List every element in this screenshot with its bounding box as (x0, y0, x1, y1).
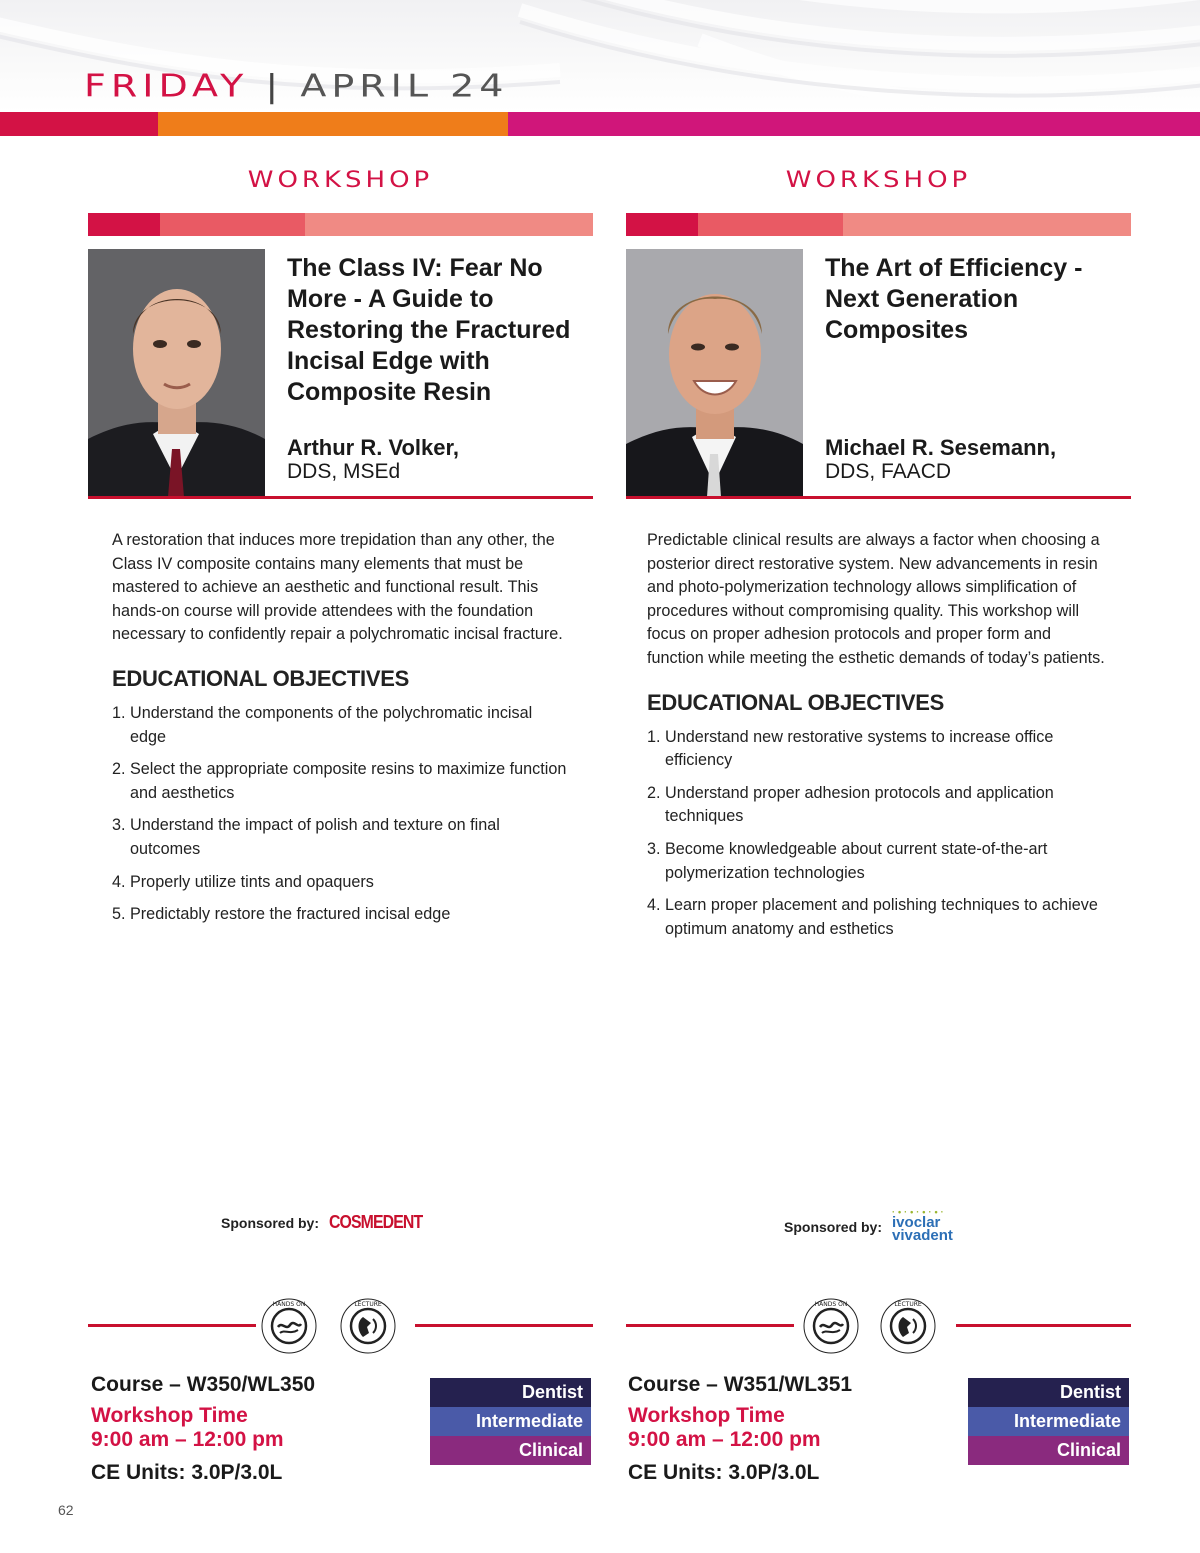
hands-on-badge-text: HANDS ON (814, 1301, 848, 1308)
hands-on-icon (260, 1297, 318, 1355)
objectives-list (112, 702, 567, 927)
sponsor-right (784, 1207, 953, 1244)
course-description: Predictable clinical results are always a factor when choosing a posterior direct restorative system. New advancements in resin and photo-polymerization technology allows simplification of procedures without compromising quality. This workshop will focus on proper adhesion protocols and proper form and function while meeting the esthetic demands of today’s patients. (647, 531, 1105, 667)
workshop-column-left (88, 160, 593, 936)
format-badges-right (626, 1295, 1131, 1355)
tag-audience: Dentist (430, 1378, 591, 1407)
tag-level: Intermediate (968, 1407, 1129, 1436)
workshop-time: 9:00 am – 12:00 pm (91, 1428, 284, 1451)
lecture-icon (339, 1297, 397, 1355)
sponsored-by-label: Sponsored by: (221, 1214, 320, 1231)
sponsor-left (221, 1212, 435, 1233)
workshop-column-right (626, 160, 1131, 950)
day-label: FRIDAY (84, 68, 249, 105)
section-label: WORKSHOP (785, 167, 972, 193)
objective-item: 4. Properly utilize tints and opaquers (112, 872, 374, 891)
title-separator: | (265, 68, 284, 105)
workshop-time-label: Workshop Time (91, 1404, 248, 1427)
course-info-right (628, 1373, 852, 1485)
tag-category: Clinical (968, 1436, 1129, 1465)
lecture-badge-text: LECTURE (894, 1301, 922, 1308)
page-title (84, 68, 508, 104)
hero-underline (88, 496, 593, 499)
presenter-block (825, 435, 1125, 484)
objective-item: 1. Understand new restorative systems to increase office efficiency (647, 727, 1054, 770)
level-tags-right (968, 1378, 1129, 1465)
course-title: The Art of Efficiency - Next Generation Composites (825, 254, 1083, 344)
presenter-name: Arthur R. Volker, (287, 435, 459, 460)
objectives-list (647, 726, 1102, 942)
workshop-time-label: Workshop Time (628, 1404, 785, 1427)
section-stripe (626, 213, 1131, 236)
hands-on-badge-text: HANDS ON (272, 1301, 306, 1308)
course-info-left (91, 1373, 315, 1485)
lecture-icon (879, 1297, 937, 1355)
workshop-time: 9:00 am – 12:00 pm (628, 1428, 821, 1451)
objective-item: 3. Become knowledgeable about current state-of-the-art polymerization technologies (647, 839, 1048, 882)
sponsor-name-line2: vivadent (892, 1227, 953, 1244)
hands-on-icon (802, 1297, 860, 1355)
presenter-name: Michael R. Sesemann, (825, 435, 1057, 460)
course-hero (626, 249, 1131, 499)
header-bar-orange (158, 112, 508, 136)
presenter-credentials: DDS, MSEd (287, 460, 401, 483)
presenter-photo (88, 249, 265, 497)
sponsor-name-line1: ivoclar (892, 1214, 941, 1231)
course-hero (88, 249, 593, 499)
ce-units: CE Units: 3.0P/3.0L (91, 1461, 283, 1484)
objective-item: 2. Select the appropriate composite resins to maximize function and aesthetics (112, 760, 567, 802)
ce-units: CE Units: 3.0P/3.0L (628, 1461, 820, 1484)
objective-item: 2. Understand proper adhesion protocols and application techniques (647, 783, 1054, 826)
presenter-photo (626, 249, 803, 497)
hero-underline (626, 496, 1131, 499)
objective-item: 3. Understand the impact of polish and texture on final outcomes (112, 816, 500, 858)
level-tags-left (430, 1378, 591, 1465)
course-description: A restoration that induces more trepidation than any other, the Class IV composite contains many elements that must be mastered to achieve an aesthetic and functional result. This hands-on course will provide attendees with the foundation necessary to confidently repair a polychromatic incisal fracture. (112, 531, 563, 644)
section-stripe (88, 213, 593, 236)
objective-item: 4. Learn proper placement and polishing techniques to achieve optimum anatomy and esthetics (647, 896, 1098, 938)
objectives-heading: EDUCATIONAL OBJECTIVES (647, 689, 944, 715)
date-label: APRIL 24 (300, 68, 509, 105)
objectives-heading: EDUCATIONAL OBJECTIVES (112, 665, 409, 691)
course-code: Course – W351/WL351 (628, 1373, 853, 1396)
course-title: The Class IV: Fear No More - A Guide to Restoring the Fractured Incisal Edge with Composite Resin (287, 254, 571, 406)
page-number: 62 (58, 1502, 74, 1518)
format-badges-left (88, 1295, 593, 1355)
header-bar-magenta (508, 112, 1200, 136)
tag-level: Intermediate (430, 1407, 591, 1436)
header-bar-red (0, 112, 158, 136)
logo-dots-icon: ·•·•·•·•· (892, 1207, 947, 1217)
tag-audience: Dentist (968, 1378, 1129, 1407)
presenter-credentials: DDS, FAACD (825, 460, 952, 483)
objective-item: 1. Understand the components of the polychromatic incisal edge (112, 703, 533, 746)
objective-item: 5. Predictably restore the fractured incisal edge (112, 905, 451, 924)
course-code: Course – W350/WL350 (91, 1373, 316, 1396)
sponsor-logo-cosmedent: COSMEDENT (329, 1212, 423, 1232)
sponsored-by-label: Sponsored by: (784, 1219, 883, 1235)
lecture-badge-text: LECTURE (354, 1301, 382, 1308)
presenter-block (287, 435, 587, 484)
tag-category: Clinical (430, 1436, 591, 1465)
sponsor-logo-ivoclar-vivadent (892, 1207, 953, 1244)
section-label: WORKSHOP (247, 167, 434, 193)
